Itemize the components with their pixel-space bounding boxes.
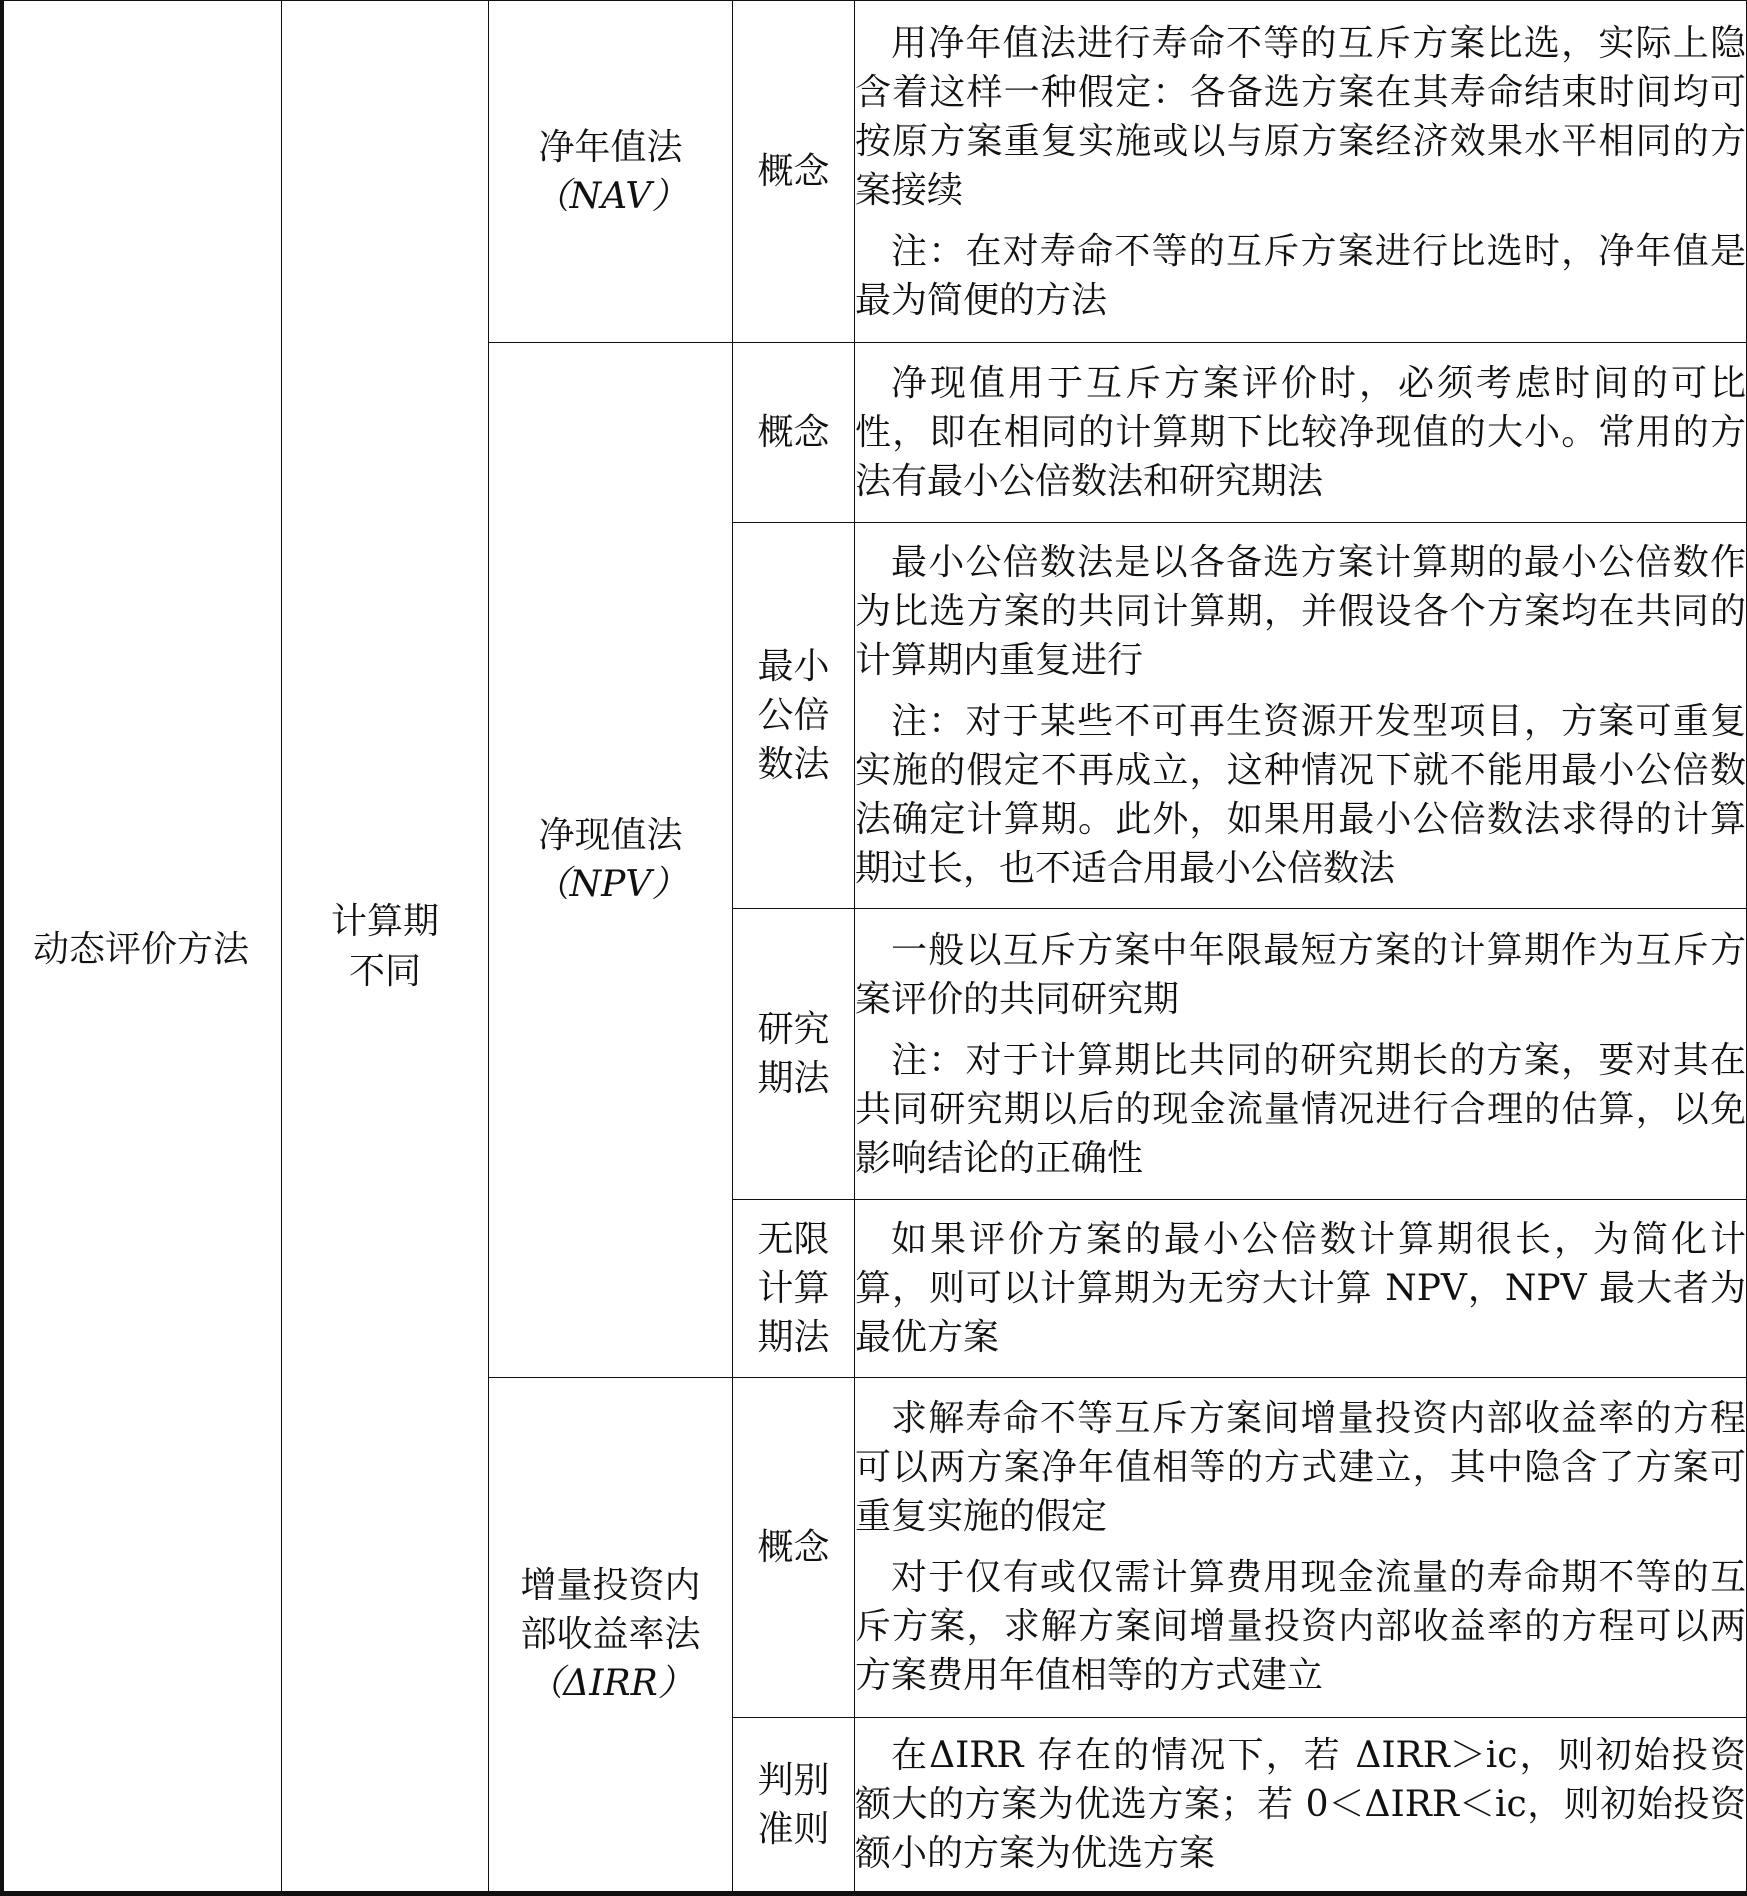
condition-line: 不同 (348, 950, 421, 992)
aspect-cell (733, 909, 855, 1199)
aspect-label: 概念 (757, 1526, 830, 1568)
category-label: 动态评价方法 (32, 929, 249, 970)
method-cell-delta-irr (489, 1377, 733, 1892)
aspect-label: 无限 (757, 1218, 830, 1260)
description-paragraph: 一般以互斥方案中年限最短方案的计算期作为互斥方案评价的共同研究期 (855, 929, 1746, 1020)
left-rule (0, 0, 4, 1896)
aspect-label: 最小 (757, 646, 830, 688)
note-paragraph: 注：对于计算期比共同的研究期长的方案，要对其在共同研究期以后的现金流量情况进行合理的估算，以免影响结论的正确性 (855, 1039, 1746, 1179)
bottom-rule (0, 1891, 1747, 1896)
aspect-cell (733, 343, 855, 523)
aspect-label: 计算 (757, 1267, 830, 1309)
aspect-label: 数法 (757, 744, 830, 786)
description-paragraph: 在ΔIRR 存在的情况下，若 ΔIRR＞ic，则初始投资额大的方案为优选方案；若 0＜ΔIRR＜ic，则初始投资额小的方案为优选方案 (855, 1735, 1746, 1875)
aspect-cell (733, 523, 855, 909)
note-paragraph: 注：对于某些不可再生资源开发型项目，方案可重复实施的假定不再成立，这种情况下就不能用最小公倍数法确定计算期。此外，如果用最小公倍数法求得的计算期过长，也不适合用最小公倍数法 (855, 701, 1746, 890)
description-cell (855, 1199, 1747, 1377)
description-paragraph: 如果评价方案的最小公倍数计算期很长，为简化计算，则可以计算期为无穷大计算 NPV，NPV 最大者为最优方案 (855, 1218, 1746, 1358)
description-cell (855, 523, 1747, 909)
method-abbrev: （ΔIRR） (527, 1663, 694, 1705)
description-cell (855, 343, 1747, 523)
description-paragraph: 用净年值法进行寿命不等的互斥方案比选，实际上隐含着这样一种假定：各备选方案在其寿命结束时间均可按原方案重复实施或以与原方案经济效果水平相同的方案接续 (855, 22, 1746, 211)
aspect-cell (733, 1377, 855, 1717)
description-paragraph: 求解寿命不等互斥方案间增量投资内部收益率的方程可以两方案净年值相等的方式建立，其中隐含了方案可重复实施的假定 (855, 1398, 1746, 1538)
method-cell-nav (489, 1, 733, 343)
aspect-label: 研究 (757, 1009, 830, 1051)
method-abbrev: （NAV） (533, 175, 688, 217)
aspect-label: 期法 (757, 1058, 830, 1100)
description-paragraph: 净现值用于互斥方案评价时，必须考虑时间的可比性，即在相同的计算期下比较净现值的大小。常用的方法有最小公倍数法和研究期法 (855, 363, 1746, 503)
description-cell (855, 1717, 1747, 1892)
note-paragraph: 注：在对寿命不等的互斥方案进行比选时，净年值是最为简便的方法 (855, 230, 1746, 321)
aspect-label: 准则 (757, 1808, 830, 1850)
aspect-label: 公倍 (757, 695, 830, 737)
method-name: 部收益率法 (520, 1614, 701, 1656)
method-name: 净年值法 (538, 126, 683, 168)
description-cell (855, 1, 1747, 343)
aspect-cell (733, 1199, 855, 1377)
aspect-cell (733, 1, 855, 343)
method-name: 增量投资内 (520, 1565, 701, 1607)
condition-line: 计算期 (330, 900, 439, 942)
table-row (1, 1, 1747, 343)
description-paragraph: 对于仅有或仅需计算费用现金流量的寿命期不等的互斥方案，求解方案间增量投资内部收益率的方程可以两方案费用年值相等的方式建立 (855, 1557, 1746, 1697)
aspect-cell (733, 1717, 855, 1892)
condition-cell (282, 1, 489, 1893)
description-cell (855, 1377, 1747, 1717)
method-cell-npv (489, 343, 733, 1378)
method-name: 净现值法 (538, 814, 683, 856)
description-cell (855, 909, 1747, 1199)
method-abbrev: （NPV） (533, 863, 688, 905)
aspect-label: 概念 (757, 151, 830, 193)
aspect-label: 判别 (757, 1759, 830, 1801)
aspect-label: 概念 (757, 412, 830, 454)
description-paragraph: 最小公倍数法是以各备选方案计算期的最小公倍数作为比选方案的共同计算期，并假设各个方案均在共同的计算期内重复进行 (855, 542, 1746, 682)
aspect-label: 期法 (757, 1316, 830, 1358)
category-cell (1, 1, 282, 1893)
